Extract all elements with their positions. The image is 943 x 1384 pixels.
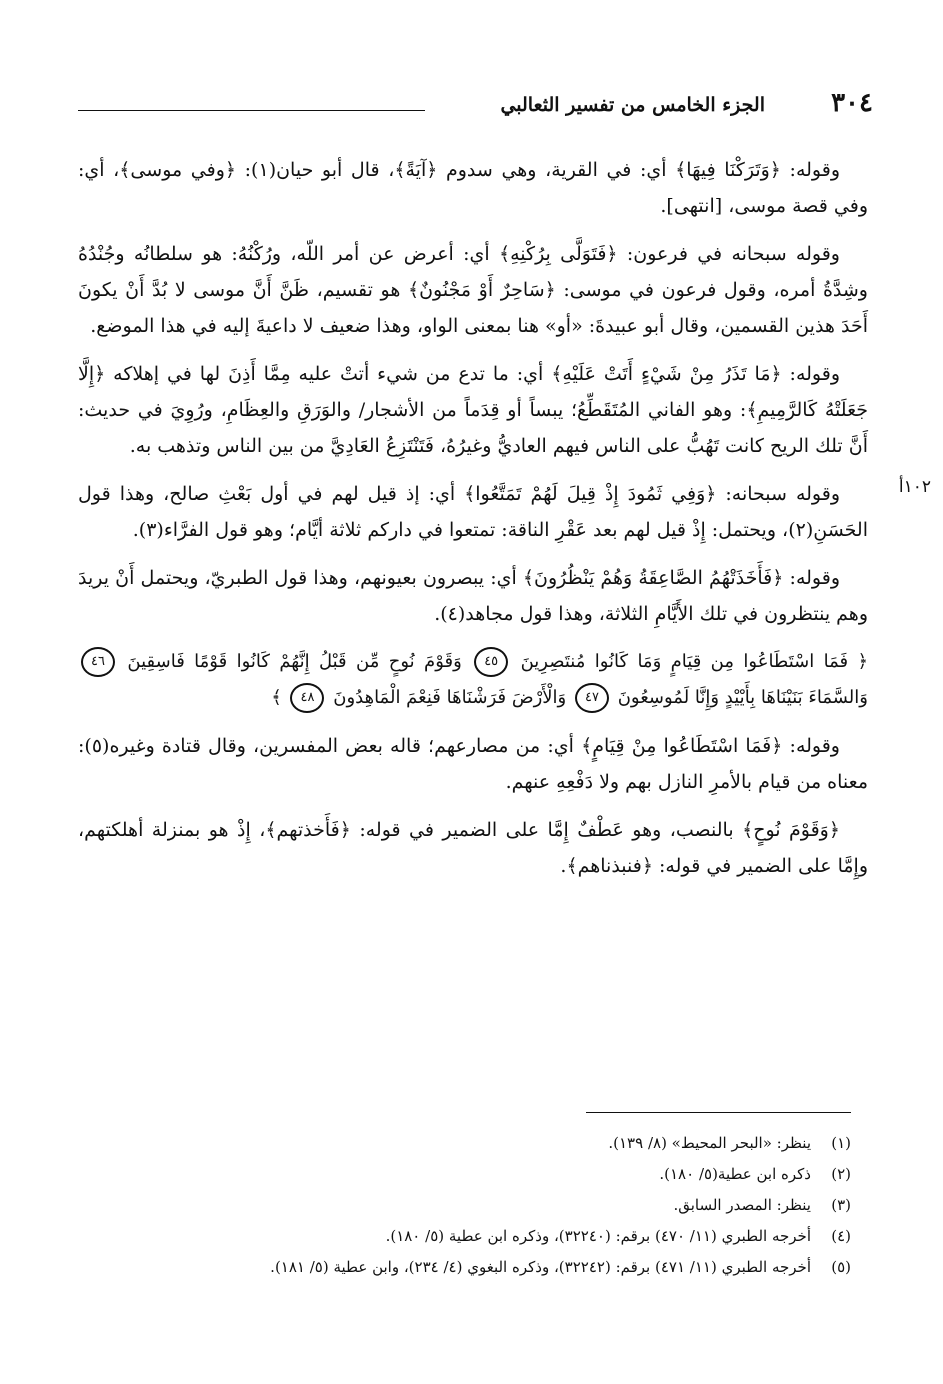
paragraph: وقوله: ﴿فَأَخَذَتْهُمُ الصَّاعِقَةُ وَهُمْ يَنْظُرُونَ﴾ أي: يبصرون بعيونهم، وهذا قول الطبريّ، ويحتمل أَنْ يريدَ وهم ينتظرون في تلك الأَيَّامِ الثلاثة، وهذا قول مجاهد(٤). xyxy=(78,567,868,625)
quran-verse-text: وَالْأَرْضَ فَرَشْنَاهَا فَنِعْمَ الْمَاهِدُونَ xyxy=(333,687,567,708)
footnote-number: (٥) xyxy=(831,1258,851,1276)
footnote xyxy=(71,1159,851,1190)
footnote xyxy=(71,1190,851,1221)
ayah-number-marker: ٤٦ xyxy=(81,647,115,677)
page-number: ٣٠٤ xyxy=(831,88,873,118)
page-header xyxy=(78,88,873,128)
footnote-text: ذكره ابن عطية(٥/ ١٨٠). xyxy=(659,1165,811,1183)
footnote-text: أخرجه الطبري (١١/ ٤٧١) برقم: (٣٢٢٤٢)، وذكره البغوي (٤/ ٢٣٤)، وابن عطية (٥/ ١٨١). xyxy=(270,1258,811,1276)
footnote-number: (٤) xyxy=(831,1227,851,1245)
footnote xyxy=(71,1128,851,1159)
quran-verse-text: وَقَوْمَ نُوحٍ مِّن قَبْلُ إِنَّهُمْ كَانُوا قَوْمًا فَاسِقِينَ xyxy=(127,651,462,672)
quran-verse-text: وَالسَّمَاءَ بَنَيْنَاهَا بِأَيْيْدٍ وَإِنَّا لَمُوسِعُونَ xyxy=(617,687,868,708)
paragraph: وقوله سبحانه: ﴿وَفِي ثَمُودَ إِذْ قِيلَ لَهُمْ تَمَتَّعُوا﴾ أي: إذ قيل لهم في أول بَعْثِ صالح، وهذا قول الحَسَنِ(٢)، ويحتمل: إِذْ قيل لهم بعد عَقْرِ الناقة: تمتعوا في داركم ثلاثة أيَّام؛ وهو قول الفرَّاء(٣). xyxy=(78,483,868,541)
footnotes xyxy=(71,1128,851,1283)
header-rule xyxy=(78,110,425,111)
paragraph: ﴿وَقَوْمَ نُوحٍ﴾ بالنصب، وهو عَطْفٌ إِمَّا على الضمير في قوله: ﴿فَأَخذتهم﴾، إِذْ هو بمنزلة أهلكتهم، وإِمَّا على الضمير في قوله: ﴿فنبذناهم﴾. xyxy=(78,819,868,877)
paragraph: وقوله: ﴿وَتَرَكْنَا فِيهَا﴾ أي: في القرية، وهي سدوم ﴿آيَةً﴾، قال أبو حيان(١): ﴿وفي موسى﴾، أي: وفي قصة موسى، [انتهى]. xyxy=(78,159,868,217)
footnote-number: (٢) xyxy=(831,1165,851,1183)
footnote-text: أخرجه الطبري (١١/ ٤٧٠) برقم: (٣٢٢٤٠)، وذكره ابن عطية (٥/ ١٨٠). xyxy=(385,1227,811,1245)
margin-folio-note: ١٠٢أ xyxy=(898,477,931,497)
ayah-number-marker: ٤٨ xyxy=(290,683,324,713)
paragraph: وقوله: ﴿فَمَا اسْتَطَاعُوا مِنْ قِيَامٍ﴾ أي: من مصارعهم؛ قاله بعض المفسرين، وقال قتادة وغيره(٥): معناه من قيام بالأمرِ النازل بهم ولا دَفْعِهِ عنهم. xyxy=(78,735,868,793)
ayah-number-marker: ٤٧ xyxy=(575,683,609,713)
quran-bracket-open: ﴿ xyxy=(857,651,869,672)
ayah-number-marker: ٤٥ xyxy=(474,647,508,677)
footnote-number: (٣) xyxy=(831,1196,851,1214)
footnote xyxy=(71,1221,851,1252)
paragraph: وقوله: ﴿مَا تَذَرُ مِنْ شَيْءٍ أَتَتْ عَلَيْهِ﴾ أي: ما تدع من شيء أتتْ عليه مِمَّا أَذِنَ لها في إهلاكه ﴿إِلَّا جَعَلَتْهُ كَالرَّمِيمِ﴾: وهو الفاني المُتَقَطِّعُ؛ يبساً أو قِدَماً من الأشجار/ والوَرَقِ والعِظَامِ، ورُوِيَ في حديث: أَنَّ تلك الريح كانت تَهُبُّ على الناس فيهم العاديُّ وغيرُهُ، فَتَنْتَزِعُ العَادِيَّ من بين الناس وتذهب به. xyxy=(78,363,868,457)
footnote-text: ينظر: المصدر السابق. xyxy=(673,1196,811,1214)
quran-verse-text: فَمَا اسْتَطَاعُوا مِن قِيَامٍ وَمَا كَانُوا مُنتَصِرِينَ xyxy=(520,651,849,672)
main-text xyxy=(78,152,868,896)
quran-verses-block xyxy=(78,644,868,716)
quran-bracket-close: ﴾ xyxy=(271,687,282,708)
footnote xyxy=(71,1252,851,1283)
running-title: الجزء الخامس من تفسير الثعالبي xyxy=(500,94,765,116)
footnote-number: (١) xyxy=(831,1134,851,1152)
paragraph: وقوله سبحانه في فرعون: ﴿فَتَوَلَّى بِرُكْنِهِ﴾ أي: أعرض عن أمر اللّه، ورُكْنُهُ: هو سلطانُه وجُنْدُهُ وشِدَّةُ أمره، وقول فرعون في موسى: ﴿سَاحِرٌ أَوْ مَجْنُونٌ﴾ هو تقسيم، ظَنَّ أَنَّ موسى لا بُدَّ أَنْ يكونَ أَحَدَ هذين القسمين، وقال أبو عبيدةَ: «أو» هنا بمعنى الواو، وهذا ضعيف لا داعيةَ إليه في هذا الموضع. xyxy=(78,243,868,337)
footnote-text: ينظر: «البحر المحيط» (٨/ ١٣٩). xyxy=(608,1134,811,1152)
footnote-separator xyxy=(586,1112,851,1113)
